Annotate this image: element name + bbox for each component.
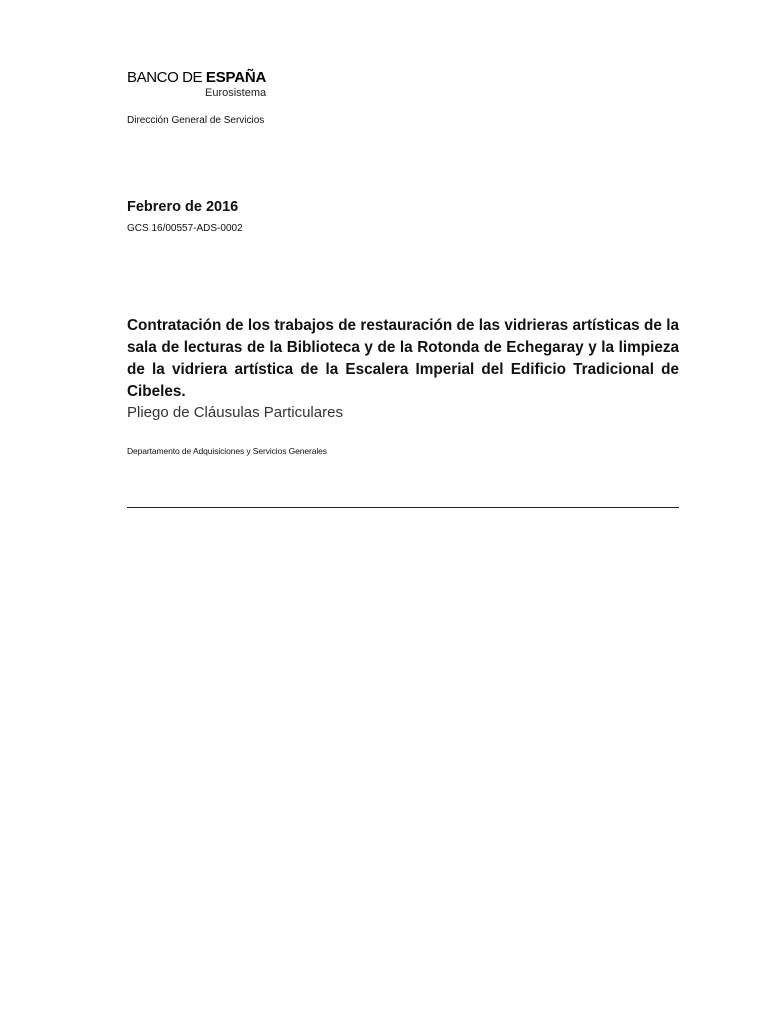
department-label: Departamento de Adquisiciones y Servicios Generales (127, 446, 327, 456)
document-reference: GCS 16/00557-ADS-0002 (127, 223, 243, 234)
logo-prefix: BANCO DE (127, 69, 206, 86)
logo-tagline: Eurosistema (205, 87, 267, 99)
document-subtitle: Pliego de Cláusulas Particulares (127, 404, 343, 421)
horizontal-rule (127, 507, 679, 508)
directorate-label: Dirección General de Servicios (127, 115, 265, 126)
banco-de-espana-logo (127, 69, 287, 101)
logo-name: ESPAÑA (205, 69, 267, 86)
document-date: Febrero de 2016 (127, 199, 239, 215)
document-title: Contratación de los trabajos de restauración de las vidrieras artísticas de la sala de lecturas de la Biblioteca y de la Rotonda de Echegaray y la limpieza de la vidriera artística de la Escalera Imperial del Edificio Tradicional de Cibeles. (127, 317, 679, 400)
logo-wordmark (127, 69, 266, 87)
